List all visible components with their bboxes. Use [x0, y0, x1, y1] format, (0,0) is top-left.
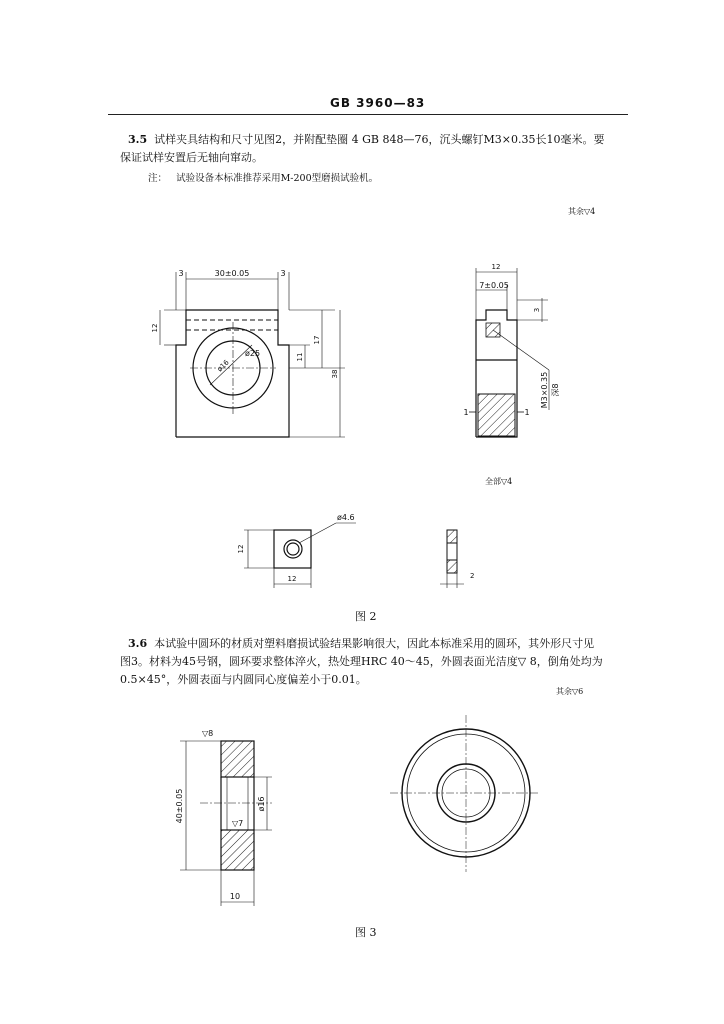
figure2-all-finish: 全部▽4: [485, 477, 513, 486]
dim-height-38: 38: [331, 369, 339, 379]
washer-section-view: [440, 530, 464, 588]
section-3-6-line3: 0.5×45°，外圆表面与内圆同心度偏差小于0.01。: [120, 673, 367, 686]
section-mark-left: 1: [463, 408, 469, 417]
dim-offset-7: 7±0.05: [479, 281, 509, 290]
dim-thickness-12: 12: [491, 263, 501, 271]
dim-offset-3: 3: [533, 307, 541, 313]
dim-thread-m3: M3×0.35: [540, 371, 549, 409]
dim-dia-25: ø25: [245, 349, 261, 358]
dim-ring-width-10: 10: [229, 892, 241, 901]
section-3-5-number: 3.5: [128, 133, 148, 146]
figure2-caption: 图 2: [355, 610, 377, 623]
fixture-front-view: [176, 310, 289, 437]
dim-height-17: 17: [313, 335, 321, 345]
note-text: 试验设备本标准推荐采用M-200型磨损试验机。: [176, 173, 379, 184]
note-label: 注：: [148, 173, 168, 184]
dim-ring-dia-16: ø16: [257, 796, 266, 812]
insert-block-dimensions: [244, 530, 311, 588]
section-3-6-number: 3.6: [128, 637, 148, 650]
dim-height-11: 11: [296, 352, 304, 362]
ring-front-view: [390, 715, 540, 872]
dim-washer: 2: [470, 572, 475, 580]
section-3-6-line2: 图3。材料为45号钢，圆环要求整体淬火，热处理HRC 40～45，外圆表面光洁度▽ 8，倒角处均为: [120, 655, 603, 668]
ring-inner-finish: ▽7: [232, 819, 244, 828]
dim-width-30: 30±0.05: [214, 269, 250, 278]
section-3-5-text1: 试样夹具结构和尺寸见图2，并附配垫圈 4 GB 848—76，沉头螺钉M3×0.35长10毫米。要: [154, 133, 605, 146]
dim-side-3-right: 3: [280, 269, 286, 278]
dim-thread-depth: 深8: [551, 383, 560, 397]
fixture-side-view: [469, 310, 524, 437]
ring-outer-finish: ▽8: [202, 729, 214, 738]
section-3-5-line2: 保证试样安置后无轴向窜动。: [120, 151, 263, 164]
dim-ring-dia-40: 40±0.05: [175, 788, 184, 824]
figure3-caption: 图 3: [355, 926, 377, 939]
dim-block-12-v: 12: [237, 544, 245, 554]
dim-dia-16: ø16: [215, 358, 231, 374]
section-3-6-text1: 本试验中圆环的材质对塑料磨损试验结果影响很大，因此本标准采用的圆环，其外形尺寸见: [154, 637, 595, 650]
insert-block-view: [274, 523, 356, 568]
dim-hole-dia: ø4.6: [337, 513, 355, 522]
dim-side-3-left: 3: [178, 269, 184, 278]
figure2-remaining-finish: 其余▽4: [568, 207, 596, 216]
dim-block-12-h: 12: [287, 575, 297, 583]
standard-number-header: GB 3960—83: [330, 96, 426, 110]
dim-height-12: 12: [151, 323, 159, 333]
section-mark-right: 1: [524, 408, 530, 417]
figure3-remaining-finish: 其余▽6: [556, 687, 584, 696]
